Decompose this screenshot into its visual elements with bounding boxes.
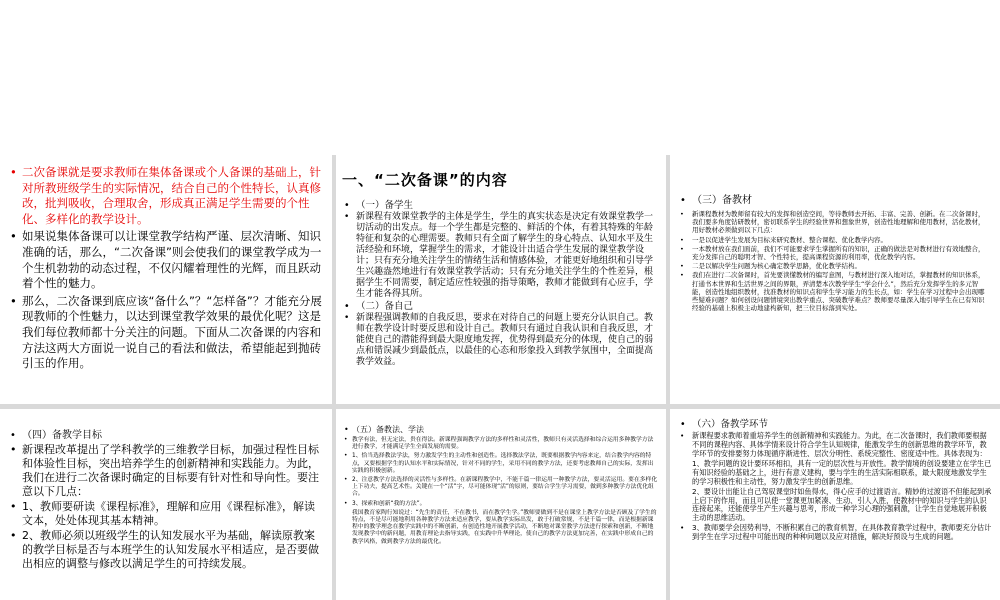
section-title-materials: • （三）备教材 bbox=[678, 195, 990, 207]
bullet-definition: • 二次备课就是要求教师在集体备课或个人备课的基础上，针对所教班级学生的实际情况，结合自己的个性特长，认真修改，批判吸收，合理取舍，形成真正满足学生需要的个性化、多样化的教学设计。 bbox=[8, 165, 322, 227]
slide-thumbnail-5[interactable] bbox=[336, 409, 666, 600]
step-point-3: • 3、教师要学会因势利导，不断积累自己的教育机智，在具体教育教学过程中，教师要充分估计到学生在学习过程中可能出现的种种问题以及应对措施，解决好预设与生成的问题。 bbox=[678, 524, 992, 542]
slide-1-bullets bbox=[8, 165, 322, 372]
slide-4-bullets bbox=[8, 429, 322, 571]
point-two: • 二是以解决学生问题为核心确定教学思路，优化教学结构。 bbox=[678, 262, 990, 270]
paragraph-goals-intro: • 新课程改革提出了学科教学的三维教学目标，加强过程性目标和体验性目标，突出培养学生的创新精神和实践能力。为此，我们在进行二次备课时确定的目标要有针对性和导向性。要注意以下几点： bbox=[8, 443, 322, 499]
section-title-steps: • （六）备教学环节 bbox=[678, 419, 992, 430]
step-point-1: 1、教学问题的设计要环环相扣，具有一定的层次性与开放性。教学情境的创设要建立在学生已有知识经验的基础之上，进行有意义建构，要与学生的生活实际相联系，最大限度地激发学生的学习积极性和主动性，努力激发学生的创新思维。 bbox=[692, 459, 992, 486]
slide-6-bullets bbox=[678, 419, 992, 458]
section-title-self: • （二）备自己 bbox=[342, 301, 656, 312]
step-point-2: 2、要设计出能让自己驾驭课堂时如鱼得水，得心应手的过渡语言。精妙的过渡语不但能起到承上启下的作用，而且可以使一堂课更加紧凑、生动、引人入胜，使教材中的知识与学生的认识连接起来，还能使学生产生兴趣与思考，形成一种学习心理的强刺激，让学生自觉地展开积极主动的思维活动。 bbox=[692, 486, 992, 523]
section-title-students: • （一）备学生 bbox=[342, 200, 656, 211]
slide-2-heading: 一、“二次备课”的内容 bbox=[342, 171, 508, 189]
slide-3-bullets bbox=[678, 195, 990, 312]
paragraph-methods-intro: • 教学有法，但无定法，贵在得法。新课程强调教学方法的多样性和灵活性，教师只有灵活选择和综合运用多种教学方法进行教学，才能满足学生全面发展的需要。 bbox=[342, 437, 658, 451]
method-point-3: • 3、探索和创新“我的方法”。 bbox=[342, 501, 658, 508]
method-point-2: • 2、注意教学方法选择的灵活性与多样性。在新课程教学中，不能千篇一律运用一种教学方法，要灵活运用。要在多样化上下功夫，提高艺术性。关键在一个“活”字，尽可能体现“活”的原则，要结合学生学习需要，做到多种教学方法优化组合。 bbox=[342, 477, 658, 499]
bullet-comparison: • 如果说集体备课可以让课堂教学结构严谨、层次清晰、知识准确的话，那么，“二次备课”则会使我们的课堂教学成为一个生机勃勃的动态过程，不仅闪耀着理性的光辉，而且跃动着个性的魅力。 bbox=[8, 229, 322, 291]
slide-thumbnail-2[interactable] bbox=[336, 155, 666, 404]
method-point-1: • 1、恰当选择教法学法，努力激发学生的主动性和创造性。选择教法学法，既要根据教学内容来定，结合教学内容的特点，又要根据学生的认知水平和实际情况，针对不同的学生，采用不同的教学方法，还要考虑教师自己的实际，发挥出实践的积极创新。 bbox=[342, 453, 658, 475]
slide-2-bullets bbox=[342, 200, 656, 368]
paragraph-point-two: • 我们在进行二次备课时，首先要读懂教材的编写意图，与教材进行深入地对话，掌握教材的知识体系，打通书本世界和生活世界之间的界限，弄清楚本次教学学生“学会什么”，然后充分发挥学生的多元智能，创造性地组织教材，找准教材的知识点和学生学习能力的生长点，如：学生在学习过程中会出现哪些疑难问题？如何创设问题情境突出教学重点、突破教学难点？教师要尽量深入地引导学生在已有知识经验的基础上积极主动地建构新知，把三位目标落到实处。 bbox=[678, 271, 990, 312]
paragraph-materials-intro: • 新课程教材为教师留有较大的发挥和创造空间，等待教师去开拓、丰富、完善、创新。在二次备课时，我们要多角度钻研教材，密切联系学生的经验世界和想象世界，创造性地理解和使用教材，活化教材，用好教材必须做到以下几点： bbox=[678, 210, 990, 235]
paragraph-steps-intro: • 新课程要求教师着重培养学生的创新精神和实践能力。为此，在二次备课时，我们教师要根据不同的课程内容、具体学情来设计符合学生认知规律，能激发学生的创新思维的教学环节，教学环节的安排要努力体现循序渐进性、层次分明性、系统完整性、密度适中性。具体表现为： bbox=[678, 432, 992, 458]
slide-thumbnail-3[interactable] bbox=[670, 155, 1000, 404]
slide-5-bullets bbox=[342, 425, 658, 508]
goal-point-2: • 2、教师必须以班级学生的认知发展水平为基础，解读原教案的教学目标是否与本班学生的认知发展水平相适应，是否要做出相应的调整与修改以满足学生的可持续发展。 bbox=[8, 529, 322, 571]
goal-point-1: • 1、教师要研读《课程标准》，理解和应用《课程标准》，解读文本，处处体现其基本精神。 bbox=[8, 500, 322, 528]
paragraph-point-one: • 一本教材放在我们面前，我们不可能要求学生掌握所有的知识，正确的做法是对教材进行有效地整合，充分发挥自己的聪明才智、个性特长，提高课程资源的利用率，优化教学内容。 bbox=[678, 245, 990, 261]
section-title-methods: • （五）备教法、学法 bbox=[342, 425, 658, 435]
slide-thumbnail-4[interactable] bbox=[0, 409, 332, 600]
section-title-goals: • （四）备教学目标 bbox=[8, 429, 322, 442]
paragraph-methods-closing: 我国教育家陶行知说过：“先生的责任，不在教书，而在教学生学。”教师要做到不是在课堂上教学方法是否顾及了学生的特点，不是尽可能地利用各种教学方法来适应教学，要从教学实际出发，敢于打破常规，不是千篇一律，而是根据新课程中的教学理念在教学实践中的不断创新，有创造性地开展教学活动，不断地对课堂教学方法进行探索和创新，不断地发现教学中的新问题，用教育理论去指导实践，在实践中升华理论，使自己的教学方法更加完善，在实践中形成自己的教学风格，做到教学方法的最优化。 bbox=[352, 509, 657, 545]
paragraph-students: • 新课程有效课堂教学的主体是学生，学生的真实状态是决定有效课堂教学一切活动的出发点。每一个学生都是完整的、鲜活的个体，有着其特殊的年龄特征和复杂的心理需要。教师只有全面了解学生的身心特点、认知水平及生活经验和环境，掌握学生的需求，才能设计出适合学生发展的课堂教学设计；只有充分地关注学生的情绪生活和情感体验，才能更好地组织和引导学生兴趣盎然地进行有效课堂教学活动；只有充分地关注学生的个性差异，根据学生不同需要，制定适应性较强的指导策略，教师才能做到有心应手，学生才能各得其所。 bbox=[342, 212, 656, 300]
bullet-question: • 那么，二次备课到底应该“备什么”？“怎样备”？才能充分展现教师的个性魅力，以达到课堂教学效果的最优化呢？这是我们每位教师都十分关注的问题。下面从二次备课的内容和方法这两大方面说一说自己的看法和做法，希望能起到抛砖引玉的作用。 bbox=[8, 294, 322, 372]
slide-thumbnail-6[interactable] bbox=[670, 409, 1000, 600]
slide-thumbnail-1[interactable] bbox=[0, 155, 332, 404]
paragraph-self: • 新课程强调教师的自我反思，要求在对待自己的问题上要充分认识自己。教师在教学设计时要反思和设计自己。教师只有通过自我认识和自我反思，才能使自己的潜能得到最大限度地发挥，优势得到最充分的体现，使自己的弱点和错误减少到最低点，以最佳的心态和形象投入到教学氛围中，全面提高教学效益。 bbox=[342, 313, 656, 368]
point-one: • 一是以促进学生发展为目标来研究教材、整合课程、优化教学内容。 bbox=[678, 236, 990, 244]
